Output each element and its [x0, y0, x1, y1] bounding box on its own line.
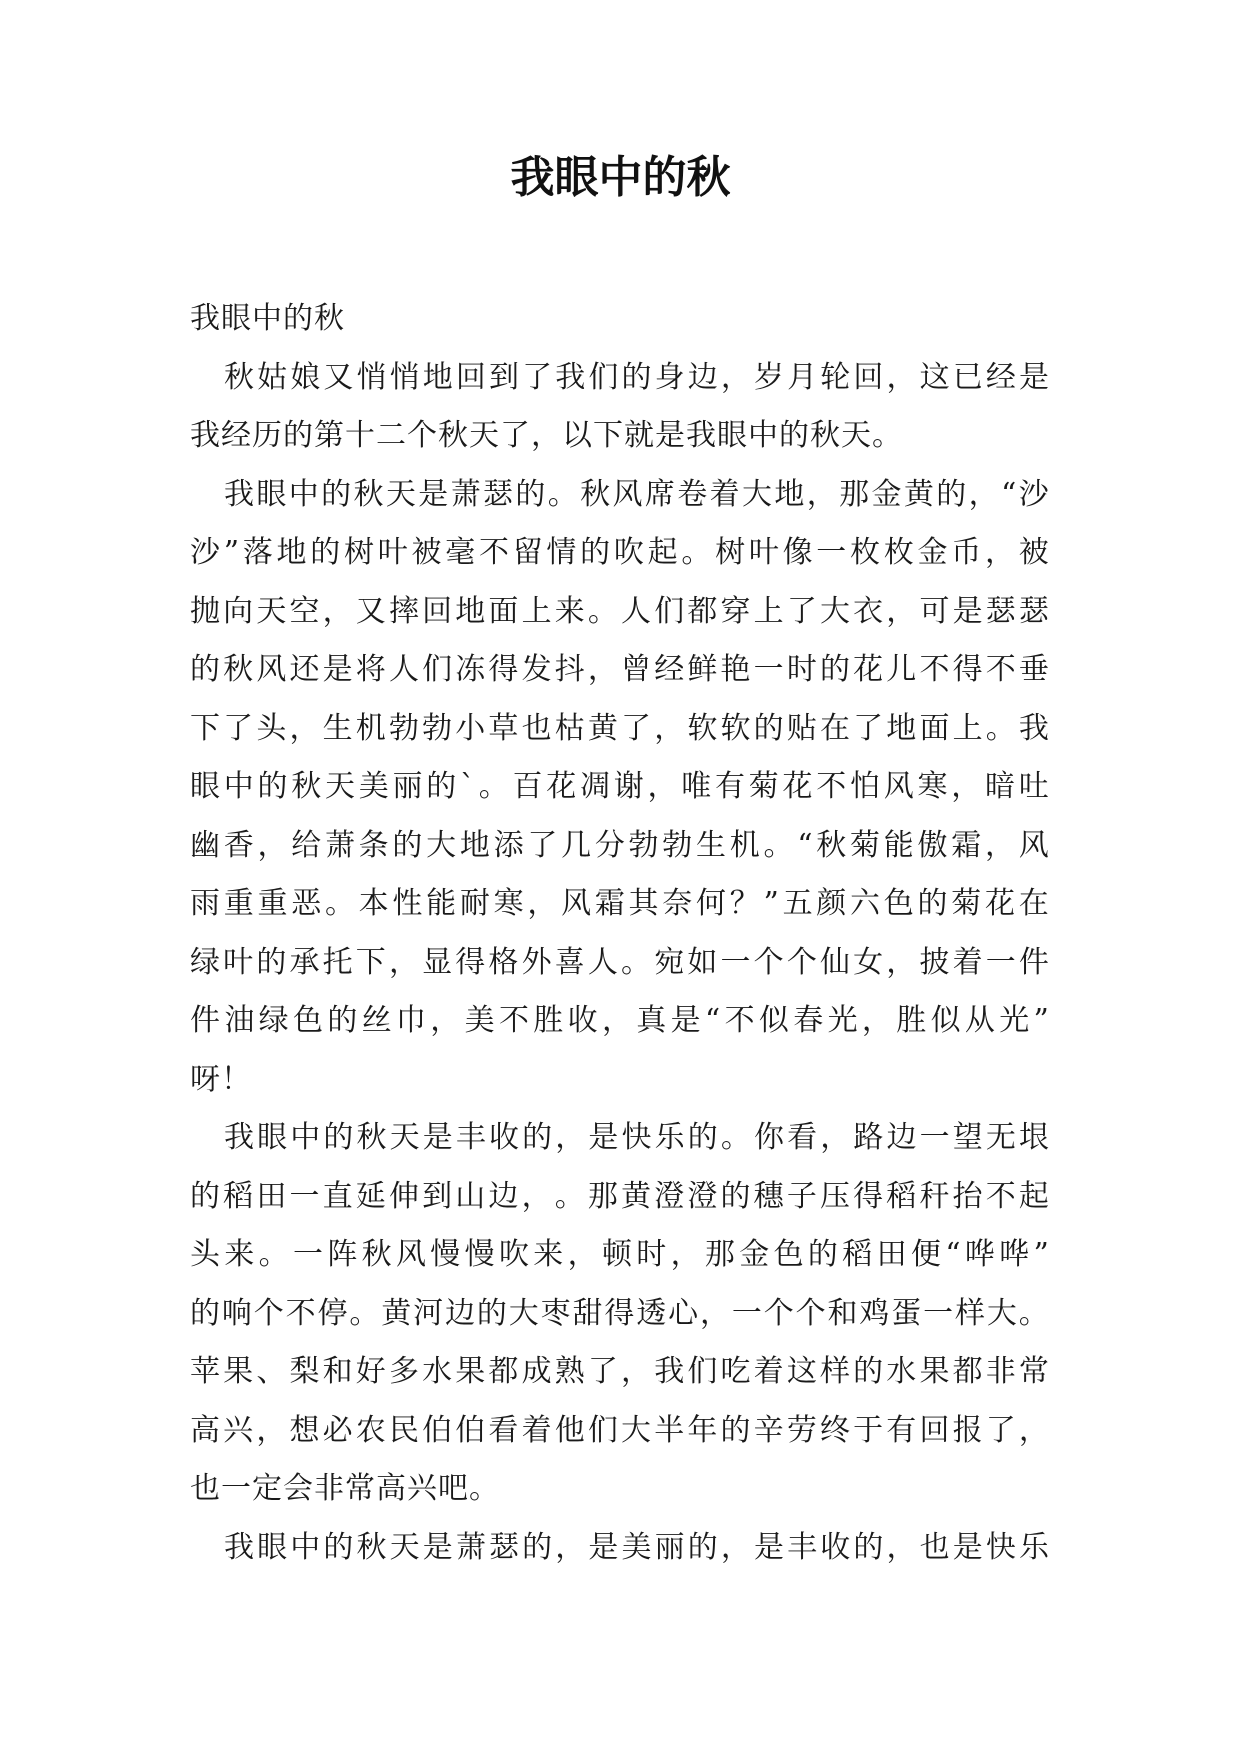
- text-line: 我 眼 中 的 秋 天 是 丰 收 的 ， 是 快 乐 的 。 你 看 ， 路 边 一 望 无 垠: [224, 1120, 1050, 1155]
- text-line: 头 来 。 一 阵 秋 风 慢 慢 吹 来 ， 顿 时 ， 那 金 色 的 稻 田 便 “ 哗 哗 ”: [190, 1237, 1050, 1272]
- text-line: 抛 向 天 空 ， 又 摔 回 地 面 上 来 。 人 们 都 穿 上 了 大 衣 ， 可 是 瑟 瑟: [190, 593, 1050, 629]
- text-line: 沙 ” 落 地 的 树 叶 被 毫 不 留 情 的 吹 起 。 树 叶 像 一 枚 枚 金 币 ， 被: [190, 535, 1050, 570]
- text-line: 下 了 头 ， 生 机 勃 勃 小 草 也 枯 黄 了 ， 软 软 的 贴 在 了 地 面 上 。 我: [190, 710, 1050, 746]
- text-line: 的 秋 风 还 是 将 人 们 冻 得 发 抖 ， 曾 经 鲜 艳 一 时 的 花 儿 不 得 不 垂: [190, 652, 1050, 687]
- text-line: 我 眼 中 的 秋 天 是 萧 瑟 的 。 秋 风 席 卷 着 大 地 ， 那 金 黄 的 ， “ 沙: [224, 476, 1050, 512]
- text-line: 件 油 绿 色 的 丝 巾 ， 美 不 胜 收 ， 真 是 “ 不 似 春 光 ， 胜 似 从 光 ”: [190, 1003, 1050, 1038]
- document-title: 我眼中的秋: [510, 152, 731, 203]
- text-line: 眼 中 的 秋 天 美 丽 的 ` 。 百 花 凋 谢 ， 唯 有 菊 花 不 怕 风 寒 ， 暗 吐: [190, 769, 1050, 804]
- text-line: 秋 姑 娘 又 悄 悄 地 回 到 了 我 们 的 身 边 ， 岁 月 轮 回 ， 这 已 经 是: [224, 359, 1050, 395]
- subtitle-line: 我眼中的秋: [190, 301, 345, 336]
- text-line: 我经历的第十二个秋天了，以下就是我眼中的秋天。: [190, 418, 903, 453]
- text-line: 高 兴 ， 想 必 农 民 伯 伯 看 着 他 们 大 半 年 的 辛 劳 终 于 有 回 报 了 ，: [190, 1412, 1050, 1448]
- text-line: 也一定会非常高兴吧。: [190, 1471, 500, 1506]
- text-line: 绿 叶 的 承 托 下 ， 显 得 格 外 喜 人 。 宛 如 一 个 个 仙 女 ， 披 着 一 件: [190, 944, 1050, 980]
- text-line: 幽 香 ， 给 萧 条 的 大 地 添 了 几 分 勃 勃 生 机 。 “ 秋 菊 能 傲 霜 ， 风: [190, 827, 1050, 863]
- text-line: 的 响 个 不 停 。 黄 河 边 的 大 枣 甜 得 透 心 ， 一 个 个 和 鸡 蛋 一 样 大 。: [190, 1295, 1050, 1331]
- text-line: 我 眼 中 的 秋 天 是 萧 瑟 的 ， 是 美 丽 的 ， 是 丰 收 的 ， 也 是 快 乐: [224, 1529, 1050, 1565]
- text-line: 的 稻 田 一 直 延 伸 到 山 边 ， 。 那 黄 澄 澄 的 穗 子 压 得 稻 秆 抬 不 起: [190, 1178, 1050, 1214]
- text-line: 苹 果 、 梨 和 好 多 水 果 都 成 熟 了 ， 我 们 吃 着 这 样 的 水 果 都 非 常: [190, 1354, 1050, 1389]
- text-line: 雨 重 重 恶 。 本 性 能 耐 寒 ， 风 霜 其 奈 何 ？ ” 五 颜 六 色 的 菊 花 在: [190, 886, 1050, 921]
- document-body: [190, 290, 1050, 1577]
- text-line: 呀！: [190, 1061, 252, 1097]
